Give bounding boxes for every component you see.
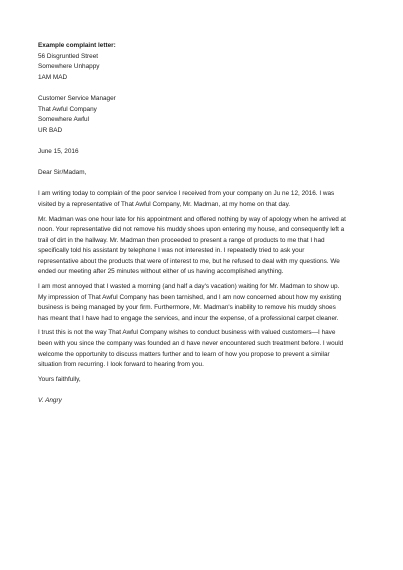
body-paragraph — [38, 189, 382, 210]
body-paragraph — [38, 282, 382, 324]
closing: Yours faithfully, — [38, 375, 81, 383]
paragraph-line: has meant that I have had to engage the services, and incur the expense, of a professional carpet cleaner. — [38, 314, 339, 322]
sender-address-line: 56 Disgruntled Street — [38, 52, 99, 60]
complaint-letter — [38, 41, 382, 407]
sender-address-line: Somewhere Unhappy — [38, 63, 100, 71]
letter-title: Example complaint letter: — [38, 42, 116, 49]
paragraph-line: I trust this is not the way That Awful Company wishes to conduct business with valued customers—I have — [38, 329, 336, 337]
recipient-address-line: Somewhere Awful — [38, 116, 90, 124]
sender-address — [38, 52, 382, 84]
body-paragraph — [38, 328, 382, 370]
recipient-address — [38, 94, 382, 136]
paragraph-line: I am most annoyed that I wasted a morning (and half a day's vacation) waiting for Mr. Madman to show up. — [38, 283, 340, 291]
paragraph-line: I am writing today to complain of the poor service I received from your company on Ju ne 12, 2016. I was — [38, 190, 335, 198]
paragraph-line: been with you since the company was founded an d have never encountered such treatment before. I would — [38, 340, 344, 348]
sender-address-line: 1AM MAD — [38, 73, 68, 81]
paragraph-line: representative about the products that were of interest to me, but he refused to deal with my questions. We — [38, 257, 340, 265]
paragraph-line: noon. Your representative did not remove his muddy shoes upon entering my house, and consequently left a — [38, 226, 345, 234]
paragraph-line: specifically told his assistant by telephone I was not interested in. I repeatedly tried to ask your — [38, 247, 305, 255]
paragraph-line: visited by a representative of That Awful Company, Mr. Madman, at my home on that day. — [38, 200, 291, 208]
recipient-address-line: That Awful Company — [38, 105, 97, 113]
recipient-address-line: UR BAD — [38, 126, 63, 134]
salutation: Dear Sir/Madam, — [38, 169, 87, 177]
body-paragraph — [38, 215, 382, 279]
paragraph-line: ended our meeting after 25 minutes without either of us having accomplished anything. — [38, 268, 284, 276]
paragraph-line: Mr. Madman was one hour late for his appointment and offered nothing by way of apology when he arrived at — [38, 215, 346, 223]
paragraph-line: business is being managed by your firm. Furthermore, Mr. Madman's inability to remove his muddy shoes — [38, 304, 336, 312]
paragraph-line: My impression of That Awful Company has been tarnished, and I am now concerned about how my existing — [38, 293, 342, 301]
paragraph-line: welcome the opportunity to discuss matters further and to learn of how you propose to prevent a similar — [38, 350, 330, 358]
paragraph-line: trail of dirt in the hallway. Mr. Madman then proceeded to present a range of products to me that I had — [38, 236, 325, 244]
signature: V. Angry — [38, 397, 62, 404]
recipient-address-line: Customer Service Manager — [38, 94, 116, 102]
paragraph-line: situation from recurring. I look forward to hearing from you. — [38, 361, 204, 369]
letter-date: June 15, 2016 — [38, 147, 79, 155]
